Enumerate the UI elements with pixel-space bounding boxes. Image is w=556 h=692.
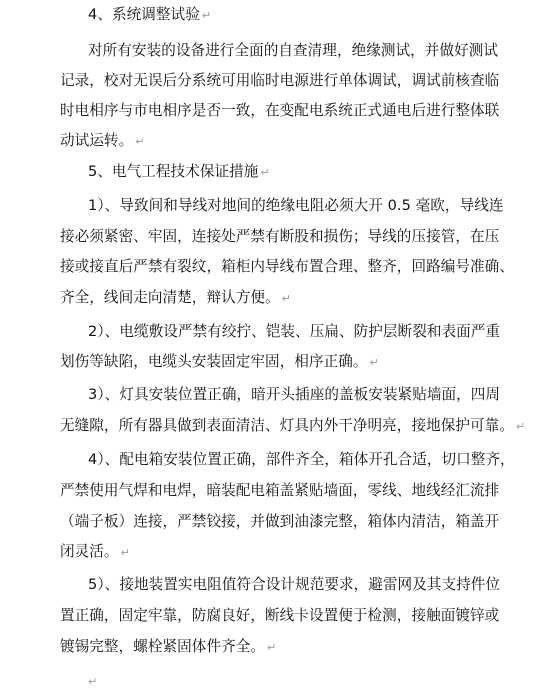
- text-line: 2）、电缆敷设严禁有绞拧、铠装、压扁、防护层断裂和表面严重: [88, 323, 501, 340]
- paragraph-mark-icon: ↵: [201, 9, 212, 22]
- text-line: （端子板）连接，严禁铰接，并做到油漆完整，箱体内清洁，箱盖开: [60, 513, 500, 530]
- text-line: 1）、导致间和导线对地间的绝缘电阻必须大开 0.5 毫欧，导线连: [88, 197, 504, 214]
- text-line: 对所有安装的设备进行全面的自查清理，绝缘测试，并做好测试: [88, 42, 499, 59]
- text-line: 4、系统调整试验: [88, 6, 200, 23]
- paragraph-mark-icon: ↵: [281, 292, 291, 305]
- paragraph-end-line: [60, 289, 291, 308]
- text-line: 4）、配电箱安装位置正确，部件齐全，箱体开孔合适，切口整齐，: [88, 451, 515, 468]
- text-line: 记录，校对无误后分系统可用临时电源进行单体调试，调试前核查临: [60, 72, 500, 89]
- text-line: 3）、灯具安装位置正确，暗开头插座的盖板安装紧贴墙面，四周: [88, 386, 501, 403]
- paragraph-end-line: [60, 417, 525, 436]
- paragraph-end-line: [60, 638, 276, 657]
- paragraph-mark-icon: ↵: [267, 641, 277, 654]
- text-line: 置正确，固定牢靠，防腐良好，断线卡设置便于检测，接触面镀锌或: [60, 607, 500, 624]
- paragraph-mark-icon: ↵: [120, 546, 130, 559]
- text-line: 齐全，线间走向清楚，辩认方便。: [60, 289, 280, 306]
- heading-electrical-measures: [88, 163, 270, 182]
- text-line: 严禁使用气焊和电焊，暗装配电箱盖紧贴墙面，零线、地线经汇流排: [60, 482, 500, 499]
- text-line: 无缝隙，所有器具做到表面清洁、灯具内外干净明亮，接地保护可靠。: [60, 417, 514, 434]
- text-line: 闭灵活。: [60, 543, 119, 560]
- text-line: 接或接直后严禁有裂纹，箱柜内导线布置合理、整齐，回路编号准确、: [60, 258, 514, 275]
- paragraph-mark-icon: ↵: [515, 420, 526, 433]
- paragraph-mark-icon: ↵: [88, 675, 98, 688]
- paragraph-mark-icon: ↵: [369, 356, 379, 369]
- paragraph-mark-icon: ↵: [135, 135, 145, 148]
- text-line: 镀锡完整，螺栓紧固体件齐全。: [60, 638, 266, 655]
- paragraph-end-line: [60, 543, 130, 562]
- text-line: 5）、接地装置实电阻值符合设计规范要求，避雷网及其支持件位: [88, 576, 501, 593]
- text-line: 划伤等缺陷，电缆头安装固定牢固，相序正确。: [60, 353, 368, 370]
- text-line: 时电相序与市电相序是否一致，在变配电系统正式通电后进行整体联: [60, 102, 500, 119]
- heading-system-adjustment: [88, 6, 211, 25]
- paragraph-mark-icon: ↵: [260, 166, 270, 179]
- paragraph-end-line: [60, 132, 145, 151]
- empty-paragraph: [86, 672, 97, 691]
- text-line: 接必须紧密、牢固，连接处严禁有断股和损伤；导线的压接管，在压: [60, 228, 500, 245]
- text-line: 动试运转。: [60, 132, 134, 149]
- paragraph-end-line: [60, 353, 379, 372]
- text-line: 5、电气工程技术保证措施: [88, 163, 259, 180]
